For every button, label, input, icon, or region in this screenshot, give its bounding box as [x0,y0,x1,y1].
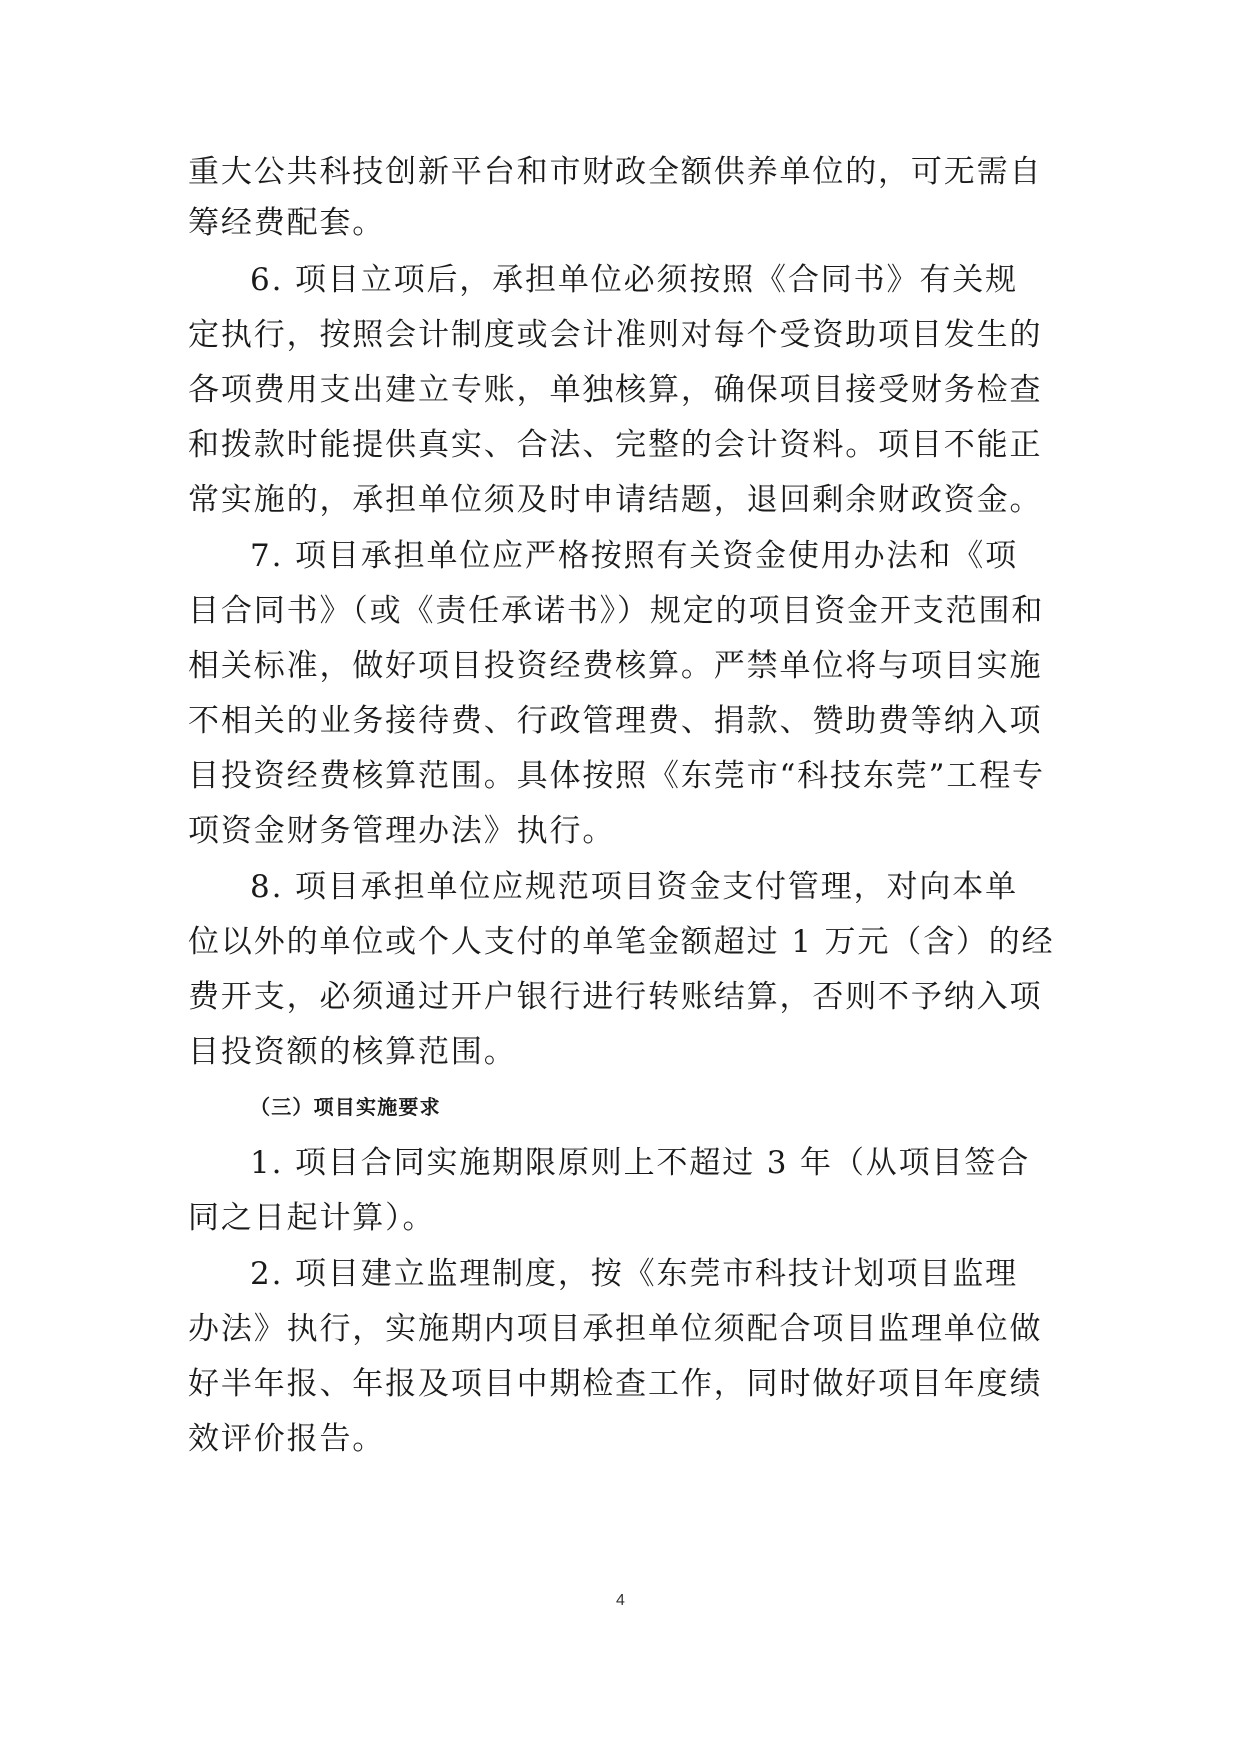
text-line: 各项费用支出建立专账，单独核算，确保项目接受财务检查 [188,372,1043,408]
text-line: 同之日起计算）。 [188,1200,436,1236]
text-line: 效评价报告。 [188,1421,386,1457]
paragraph-start: 1. 项目合同实施期限原则上不超过 3 年（从项目签合 [250,1145,1031,1181]
paragraph-start: 2. 项目建立监理制度，按《东莞市科技计划项目监理 [250,1256,1018,1292]
paragraph-start: 6. 项目立项后，承担单位必须按照《合同书》有关规 [250,262,1018,298]
text-line: 好半年报、年报及项目中期检查工作，同时做好项目年度绩 [188,1366,1043,1402]
paragraph-start: 7. 项目承担单位应严格按照有关资金使用办法和《项 [250,538,1018,574]
text-line: 办法》执行，实施期内项目承担单位须配合项目监理单位做 [188,1311,1043,1347]
text-line: 定执行，按照会计制度或会计准则对每个受资助项目发生的 [188,317,1043,353]
text-line: 目投资额的核算范围。 [188,1034,517,1070]
text-line: 和拨款时能提供真实、合法、完整的会计资料。项目不能正 [188,427,1043,463]
paragraph-start: 8. 项目承担单位应规范项目资金支付管理，对向本单 [250,869,1018,905]
text-line: 目合同书》（或《责任承诺书》）规定的项目资金开支范围和 [188,593,1045,629]
text-line: 筹经费配套。 [188,205,386,241]
section-heading: （三）项目实施要求 [250,1095,441,1119]
text-line: 费开支，必须通过开户银行进行转账结算，否则不予纳入项 [188,979,1043,1015]
text-line: 目投资经费核算范围。具体按照《东莞市“科技东莞”工程专 [188,758,1045,794]
text-line: 位以外的单位或个人支付的单笔金额超过 1 万元（含）的经 [188,924,1055,960]
text-line: 相关标准，做好项目投资经费核算。严禁单位将与项目实施 [188,648,1043,684]
text-line: 项资金财务管理办法》执行。 [188,813,616,849]
text-line: 常实施的，承担单位须及时申请结题，退回剩余财政资金。 [188,482,1043,518]
page-number: 4 [616,1592,625,1609]
text-line: 重大公共科技创新平台和市财政全额供养单位的，可无需自 [188,154,1043,190]
text-line: 不相关的业务接待费、行政管理费、捐款、赞助费等纳入项 [188,703,1043,739]
